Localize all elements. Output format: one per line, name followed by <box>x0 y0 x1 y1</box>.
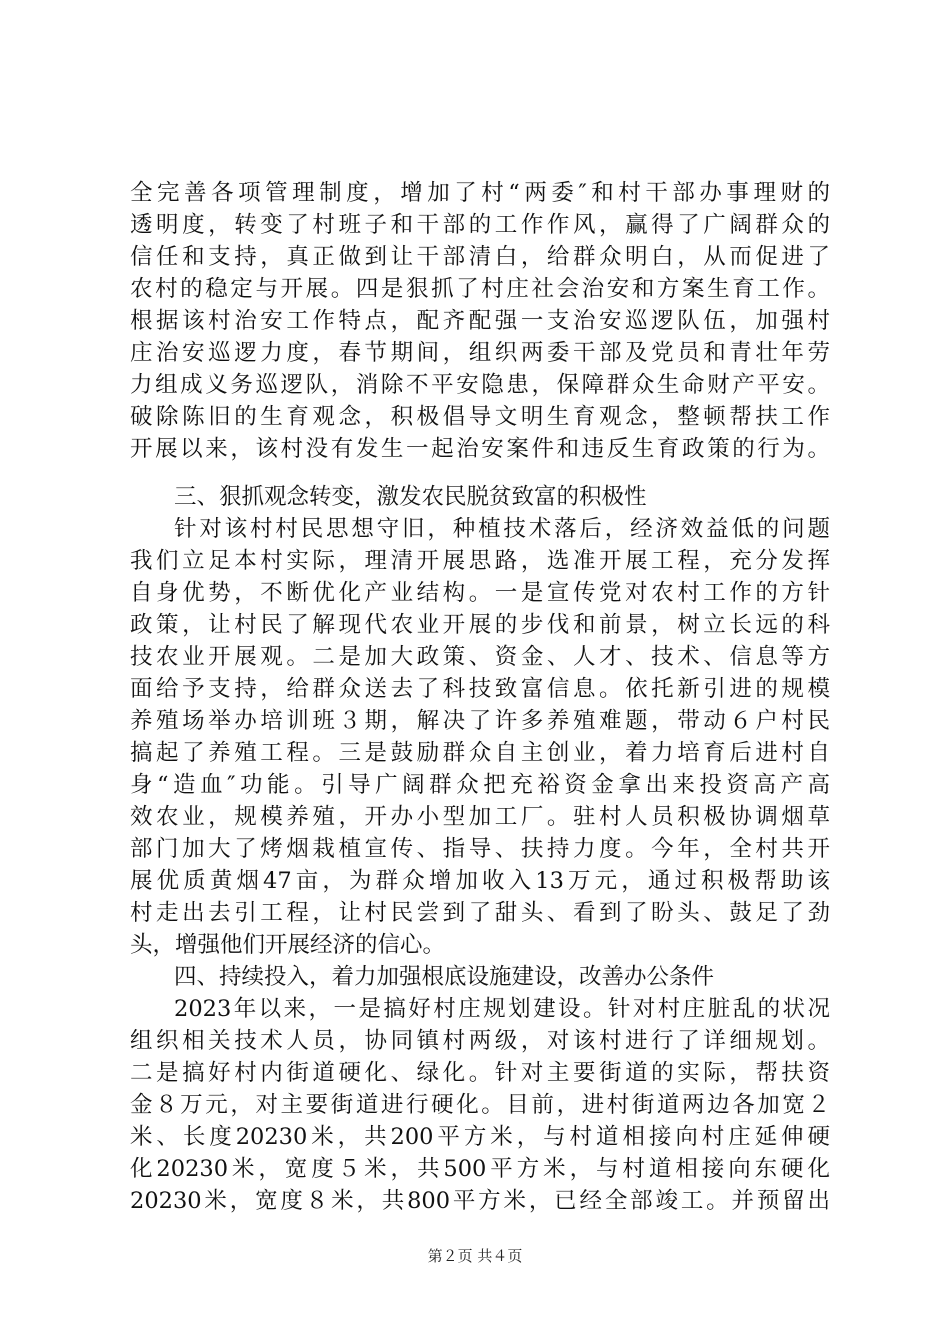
text-line: 二是搞好村内街道硬化、绿化。针对主要街道的实际，帮扶资 <box>130 1060 830 1086</box>
text-line: 20230米，宽度８米，共800平方米，已经全部竣工。并预留出 <box>130 1188 830 1214</box>
text-line: 米、长度20230米，共200平方米，与村道相接向村庄延伸硬 <box>130 1124 830 1150</box>
text-line: 针对该村村民思想守旧，种植技术落后，经济效益低的问题 <box>174 516 830 542</box>
text-line: 部门加大了烤烟栽植宣传、指导、扶持力度。今年，全村共开 <box>130 836 830 862</box>
text-line: 破除陈旧的生育观念，积极倡导文明生育观念，整顿帮扶工作 <box>130 404 830 430</box>
text-line: 展优质黄烟47亩，为群众增加收入13万元，通过积极帮助该 <box>130 868 830 894</box>
text-line: 农村的稳定与开展。四是狠抓了村庄社会治安和方案生育工作。 <box>130 276 830 302</box>
text-line: 透明度，转变了村班子和干部的工作作风，赢得了广阔群众的 <box>130 212 830 238</box>
text-line: 身“造血″功能。引导广阔群众把充裕资金拿出来投资高产高 <box>130 772 830 798</box>
text-line: 信任和支持，真正做到让干部清白，给群众明白，从而促进了 <box>130 244 830 270</box>
section-heading-3: 三、狠抓观念转变，激发农民脱贫致富的积极性 <box>174 484 647 510</box>
page-footer: 第２页 共４页 <box>427 1247 523 1265</box>
text-line: 庄治安巡逻力度，春节期间，组织两委干部及党员和青壮年劳 <box>130 340 830 366</box>
text-line: 化20230米，宽度５米，共500平方米，与村道相接向东硬化 <box>130 1156 830 1182</box>
text-line: 力组成义务巡逻队，消除不平安隐患，保障群众生命财产平安。 <box>130 372 830 398</box>
text-line: 金８万元，对主要街道进行硬化。目前，进村街道两边各加宽２ <box>130 1092 830 1118</box>
text-line: 组织相关技术人员，协同镇村两级，对该村进行了详细规划。 <box>130 1028 830 1054</box>
text-line: 养殖场举办培训班３期，解决了许多养殖难题，带动６户村民 <box>130 708 830 734</box>
text-line: 我们立足本村实际，理清开展思路，选准开展工程，充分发挥 <box>130 548 830 574</box>
text-line: 技农业开展观。二是加大政策、资金、人才、技术、信息等方 <box>130 644 830 670</box>
text-line: 村走出去引工程，让村民尝到了甜头、看到了盼头、鼓足了劲 <box>130 900 830 926</box>
text-line: 搞起了养殖工程。三是鼓励群众自主创业，着力培育后进村自 <box>130 740 830 766</box>
text-line: 头，增强他们开展经济的信心。 <box>130 932 446 958</box>
text-line: 面给予支持，给群众送去了科技致富信息。依托新引进的规模 <box>130 676 830 702</box>
text-line: 开展以来，该村没有发生一起治安案件和违反生育政策的行为。 <box>130 436 830 462</box>
text-line: 效农业，规模养殖，开办小型加工厂。驻村人员积极协调烟草 <box>130 804 830 830</box>
text-line: 2023年以来，一是搞好村庄规划建设。针对村庄脏乱的状况 <box>174 996 830 1022</box>
text-line: 自身优势，不断优化产业结构。一是宣传党对农村工作的方针 <box>130 580 830 606</box>
text-line: 根据该村治安工作特点，配齐配强一支治安巡逻队伍，加强村 <box>130 308 830 334</box>
text-line: 全完善各项管理制度，增加了村“两委″和村干部办事理财的 <box>130 180 830 206</box>
section-heading-4: 四、持续投入，着力加强根底设施建设，改善办公条件 <box>174 964 715 990</box>
text-line: 政策，让村民了解现代农业开展的步伐和前景，树立长远的科 <box>130 612 830 638</box>
